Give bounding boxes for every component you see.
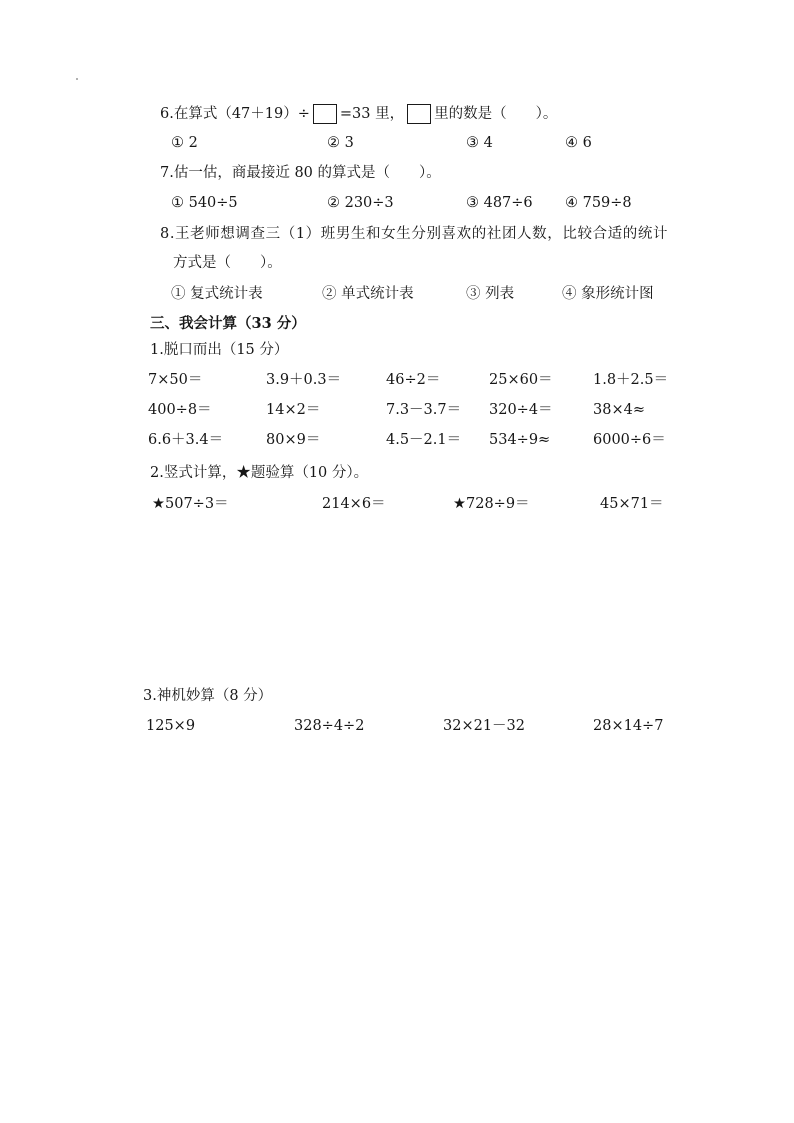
question-7: 7.估一估，商最接近 80 的算式是（ ）。 [160, 165, 441, 181]
clever-calc-item: 125×9 [146, 718, 196, 734]
q7-option-4: ④ 759÷8 [565, 195, 632, 211]
question-8-line-1: 8.王老师想调查三（1）班男生和女生分别喜欢的社团人数，比较合适的统计 [160, 226, 669, 242]
vertical-calc-item: ★507÷3＝ [152, 496, 229, 512]
oral-item: 320÷4＝ [489, 402, 553, 418]
oral-item: 25×60＝ [489, 372, 553, 388]
oral-item: 400÷8＝ [148, 402, 212, 418]
part-1-title: 1.脱口而出（15 分） [150, 342, 289, 358]
oral-item: 4.5－2.1＝ [386, 432, 462, 448]
oral-item: 7.3－3.7＝ [386, 402, 462, 418]
oral-item: 38×4≈ [593, 402, 645, 418]
q8-option-4: ④ 象形统计图 [562, 286, 654, 302]
question-6 [160, 104, 557, 124]
answer-box [407, 104, 431, 124]
oral-item: 80×9＝ [266, 432, 321, 448]
q6-option-2: ② 3 [327, 135, 354, 151]
q8-option-2: ② 单式统计表 [322, 286, 414, 302]
q8-option-3: ③ 列表 [466, 286, 515, 302]
clever-calc-item: 328÷4÷2 [294, 718, 365, 734]
vertical-calc-item: 45×71＝ [600, 496, 664, 512]
section-3-title: 三、我会计算（33 分） [150, 315, 306, 332]
q6-option-3: ③ 4 [466, 135, 493, 151]
q7-option-2: ② 230÷3 [327, 195, 394, 211]
part-3-title: 3.神机妙算（8 分） [143, 688, 273, 704]
q6-option-1: ① 2 [171, 135, 198, 151]
clever-calc-item: 28×14÷7 [593, 718, 664, 734]
oral-item: 6.6＋3.4＝ [148, 432, 224, 448]
part-2-title: 2.竖式计算，★题验算（10 分）。 [150, 465, 369, 481]
scan-speck [76, 78, 78, 80]
q7-option-1: ① 540÷5 [171, 195, 238, 211]
oral-item: 46÷2＝ [386, 372, 441, 388]
q6-middle: =33 里， [339, 106, 405, 122]
q7-option-3: ③ 487÷6 [466, 195, 533, 211]
q6-suffix: 里的数是（ ）。 [434, 106, 558, 122]
q6-option-4: ④ 6 [565, 135, 592, 151]
oral-item: 3.9＋0.3＝ [266, 372, 342, 388]
oral-item: 534÷9≈ [489, 432, 551, 448]
oral-item: 1.8＋2.5＝ [593, 372, 669, 388]
clever-calc-item: 32×21－32 [443, 718, 526, 734]
vertical-calc-item: 214×6＝ [322, 496, 386, 512]
q6-prefix: 6.在算式（47＋19）÷ [160, 106, 310, 122]
oral-item: 7×50＝ [148, 372, 203, 388]
vertical-calc-item: ★728÷9＝ [453, 496, 530, 512]
oral-item: 14×2＝ [266, 402, 321, 418]
answer-box [313, 104, 337, 124]
q8-option-1: ① 复式统计表 [171, 286, 263, 302]
question-8-line-2: 方式是（ ）。 [173, 255, 282, 271]
oral-item: 6000÷6＝ [593, 432, 666, 448]
